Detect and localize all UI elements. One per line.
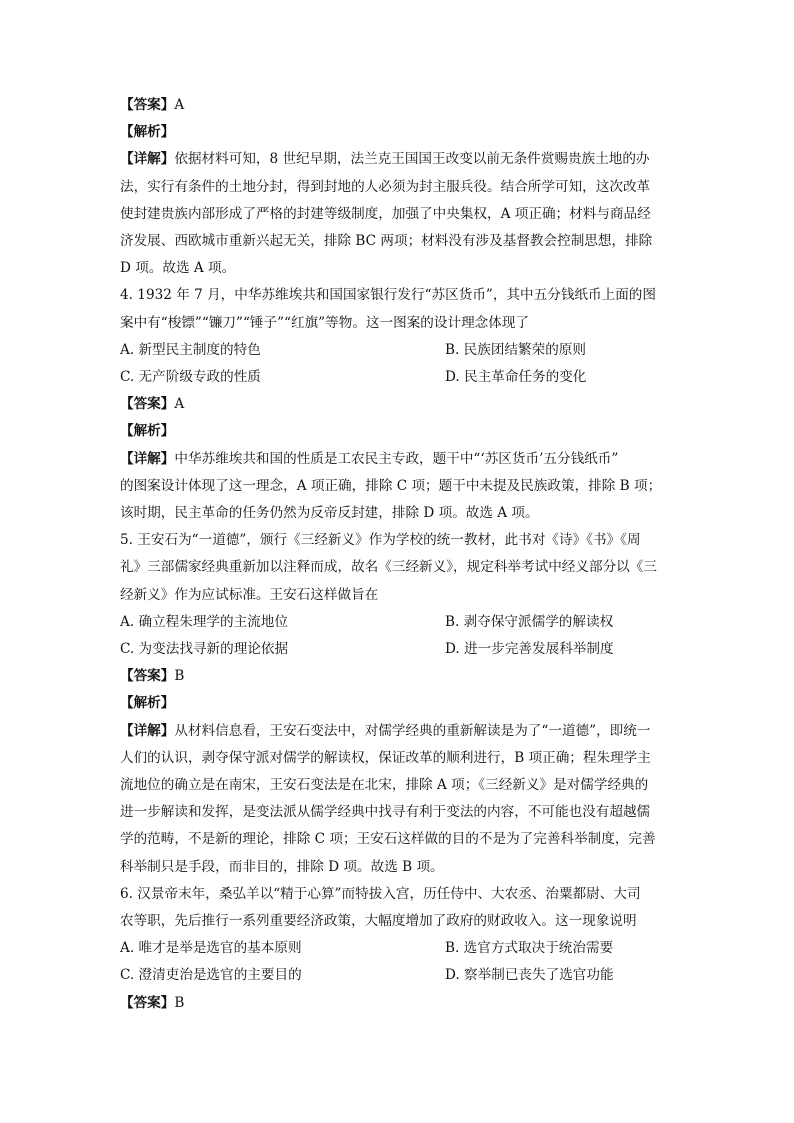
q5-option-d: D. 进一步完善发展科举制度	[445, 641, 614, 658]
answer-tag: 【答案】	[120, 97, 175, 113]
q5-stem-line-2: 礼》三部儒家经典重新加以注释而成，故名《三经新义》，规定科举考试中经义部分以《三	[120, 559, 657, 576]
q6-option-a: A. 唯才是举是选官的基本原则	[120, 940, 302, 957]
q3-analysis-tag: 【解析】	[120, 124, 175, 141]
q5-answer-line	[120, 663, 676, 690]
q4-detail-line-1	[120, 446, 676, 473]
q6-option-d: D. 察举制已丧失了选官功能	[445, 967, 614, 984]
answer-tag: 【答案】	[120, 396, 175, 413]
q5-option-b: B. 剥夺保守派儒学的解读权	[445, 613, 614, 630]
q5-detail-line-4: 进一步解读和发挥，是变法派从儒学经典中找寻有利于变法的内容，不可能也没有超越儒	[120, 804, 651, 821]
q6-stem-line-2: 农等职，先后推行一系列重要经济政策，大幅度增加了政府的财政收入。这一现象说明	[120, 913, 637, 930]
q3-detail-line-4: 济发展、西欧城市重新兴起无关，排除 BC 两项；材料没有涉及基督教会控制思想，排除	[120, 233, 653, 250]
q3-answer: A	[174, 97, 185, 113]
q3-detail-line-1	[120, 146, 676, 173]
detail-tag: 【详解】	[120, 151, 175, 168]
q4-options-row-1	[120, 337, 676, 364]
q4-option-a: A. 新型民主制度的特色	[120, 341, 261, 358]
q4-options-row-2	[120, 364, 676, 391]
q5-stem-line-1: 5. 王安石为“一道德”，颁行《三经新义》作为学校的统一教材，此书对《诗》《书》《周	[120, 532, 641, 549]
q4-option-d: D. 民主革命任务的变化	[445, 369, 587, 386]
answer-tag: 【答案】	[120, 668, 175, 685]
answer-tag: 【答案】	[120, 994, 175, 1011]
q4-stem-line-2: 案中有“梭镖”“镰刀”“锤子”“红旗”等物。这一图案的设计理念体现了	[120, 314, 530, 331]
q6-option-b: B. 选官方式取决于统治需要	[445, 940, 614, 957]
detail-tag: 【详解】	[120, 450, 175, 467]
q3-detail-line-3: 使封建贵族内部形成了严格的封建等级制度，加强了中央集权，A 项正确；材料与商品经	[120, 205, 651, 222]
q5-detail-line-1	[120, 718, 676, 745]
q4-answer: A	[174, 396, 185, 413]
q4-detail-text: 中华苏维埃共和国的性质是工农民主专政，题干中“‘苏区货币’五分钱纸币”	[174, 450, 619, 467]
q5-option-c: C. 为变法找寻新的理论依据	[120, 641, 289, 658]
q3-detail-text: 依据材料可知，8 世纪早期，法兰克王国国王改变以前无条件赏赐贵族土地的办	[174, 151, 650, 168]
q5-answer: B	[174, 668, 185, 685]
q3-detail-line-5: D 项。故选 A 项。	[120, 260, 236, 277]
q6-options-row-1	[120, 935, 676, 962]
q4-detail-line-2: 的图案设计体现了这一理念，A 项正确，排除 C 项；题干中未提及民族政策，排除 B 项；	[120, 477, 662, 494]
q4-analysis-tag: 【解析】	[120, 423, 175, 440]
q4-option-b: B. 民族团结繁荣的原则	[445, 341, 586, 358]
q5-stem-line-3: 经新义》作为应试标准。王安石这样做旨在	[120, 586, 379, 603]
q6-answer-line	[120, 990, 676, 1017]
q3-answer-line	[120, 92, 676, 119]
q5-options-row-2	[120, 636, 676, 663]
q5-detail-line-3: 流地位的确立是在南宋，王安石变法是在北宋，排除 A 项；《三经新义》是对儒学经典的	[120, 777, 649, 794]
q6-answer: B	[174, 994, 185, 1011]
q5-detail-line-6: 科举制只是手段，而非目的，排除 D 项。故选 B 项。	[120, 858, 444, 875]
q4-option-c: C. 无产阶级专政的性质	[120, 369, 261, 386]
q3-detail-line-2: 法，实行有条件的土地分封，得到封地的人必须为封主服兵役。结合所学可知，这次改革	[120, 178, 651, 195]
q4-detail-line-3: 该时期，民主革命的任务仍然为反帝反封建，排除 D 项。故选 A 项。	[120, 505, 539, 522]
page-content	[120, 92, 676, 1017]
q6-options-row-2	[120, 962, 676, 989]
q6-stem-line-1: 6. 汉景帝末年，桑弘羊以“精于心算”而特拔入宫，历任侍中、大农丞、治粟都尉、大司	[120, 885, 641, 902]
q5-analysis-tag: 【解析】	[120, 695, 175, 712]
q6-option-c: C. 澄清吏治是选官的主要目的	[120, 967, 302, 984]
q5-detail-line-5: 学的范畴，不是新的理论，排除 C 项；王安石这样做的目的不是为了完善科举制度，完善	[120, 831, 656, 848]
q5-options-row-1	[120, 609, 676, 636]
q5-detail-line-2: 人们的认识，剥夺保守派对儒学的解读权，保证改革的顺利进行，B 项正确；程朱理学主	[120, 749, 651, 766]
q4-stem-line-1: 4. 1932 年 7 月，中华苏维埃共和国国家银行发行“苏区货币”，其中五分钱纸币上面的图	[120, 287, 656, 304]
q5-detail-text: 从材料信息看，王安石变法中，对儒学经典的重新解读是为了“一道德”，即统一	[174, 722, 651, 739]
q5-option-a: A. 确立程朱理学的主流地位	[120, 613, 288, 630]
q4-answer-line	[120, 391, 676, 418]
detail-tag: 【详解】	[120, 722, 175, 739]
